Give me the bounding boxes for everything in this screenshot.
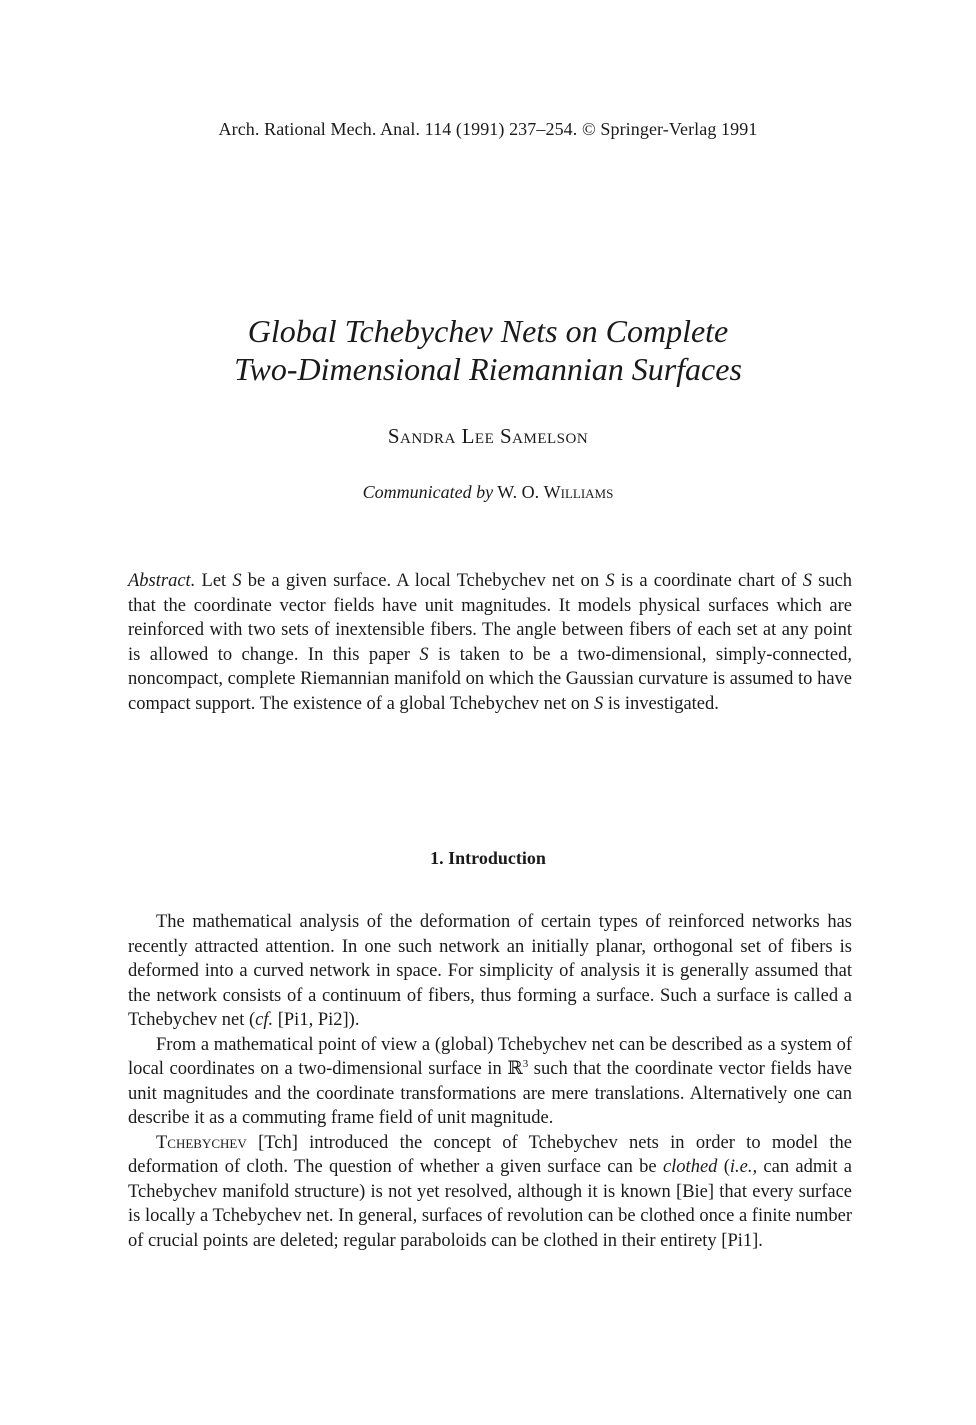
title-line-1: Global Tchebychev Nets on Complete	[247, 313, 729, 349]
communicator-initials: W. O.	[497, 482, 540, 502]
paragraph-text: such that the coordinate vector fields have unit magnitudes and the coordinate transformations are mere translations. Alternatively one can describe it as a commuting frame field of unit magnitude.	[128, 1059, 852, 1128]
paragraph-text: can admit a Tchebychev manifold structure) is not yet resolved, although it is known [Bie] that every surface is locally a Tchebychev net. In general, surfaces of revolution can be clothed once a finite number of crucial points are deleted; regular paraboloids can be clothed in their entirety [Pi1].	[128, 1157, 853, 1251]
body-text	[128, 910, 852, 1253]
citation: [Pi1, Pi2]).	[277, 1010, 360, 1030]
abstract-label: Abstract.	[128, 571, 196, 591]
author-name: Sandra Lee Samelson	[387, 424, 589, 448]
abstract-text: is investigated.	[607, 693, 719, 714]
cited-author: Tchebychev	[156, 1132, 247, 1153]
communicated-prefix: Communicated by	[362, 482, 494, 502]
emphasis: clothed	[662, 1157, 718, 1177]
title-line-2: Two-Dimensional Riemannian Surfaces	[234, 351, 742, 387]
abstract-var: S	[594, 693, 604, 714]
cf-abbrev: cf.	[255, 1010, 274, 1030]
abstract-var: S	[419, 644, 429, 665]
paper-title	[0, 312, 976, 388]
communicated-by	[0, 482, 976, 503]
paragraph	[128, 1131, 852, 1254]
paragraph-text: (	[723, 1157, 730, 1177]
abstract-var: S	[802, 571, 812, 591]
journal-header	[0, 119, 976, 140]
abstract-text: such that the coordinate vector fields have unit magnitudes. It models physical surfaces which are reinforced with two sets of inextensible fibers. The angle between fibers of each set at any point is allowed to change. In this paper	[128, 571, 853, 665]
abstract-text: Let	[201, 571, 227, 591]
paragraph	[128, 1033, 852, 1131]
superscript: 3	[522, 1057, 529, 1070]
abstract-text: is a coordinate chart of	[620, 571, 797, 591]
abstract-text: be a given surface. A local Tchebychev net on	[247, 571, 600, 591]
abstract-var: S	[232, 571, 242, 591]
paragraph-text: From a mathematical point of view a (global) Tchebychev net can be described as a system of local coordinates on a two-dimensional surface in ℝ	[128, 1034, 852, 1079]
abstract-var: S	[605, 571, 615, 591]
communicator-surname: Williams	[543, 482, 614, 502]
abstract	[128, 569, 852, 717]
ie-abbrev: i.e.,	[729, 1157, 758, 1177]
abstract-text: is taken to be a two-dimensional, simply-connected, noncompact, complete Riemannian manifold on which the Gaussian curvature is assumed to have compact support. The existence of a global Tchebychev net on	[128, 644, 853, 714]
paragraph-text: The mathematical analysis of the deformation of certain types of reinforced networks has recently attracted attention. In one such network an initially planar, orthogonal set of fibers is deformed into a curved network in space. For simplicity of analysis it is generally assumed that the network consists of a continuum of fibers, thus forming a surface. Such a surface is called a Tchebychev net (	[128, 912, 852, 1030]
paragraph-text: [Tch] introduced the concept of Tchebychev nets in order to model the deformation of cloth. The question of whether a given surface can be	[128, 1132, 853, 1177]
journal-citation: Arch. Rational Mech. Anal. 114 (1991) 237–254. © Springer-Verlag 1991	[218, 119, 758, 139]
section-heading: 1. Introduction	[430, 848, 546, 868]
paragraph	[128, 910, 852, 1033]
